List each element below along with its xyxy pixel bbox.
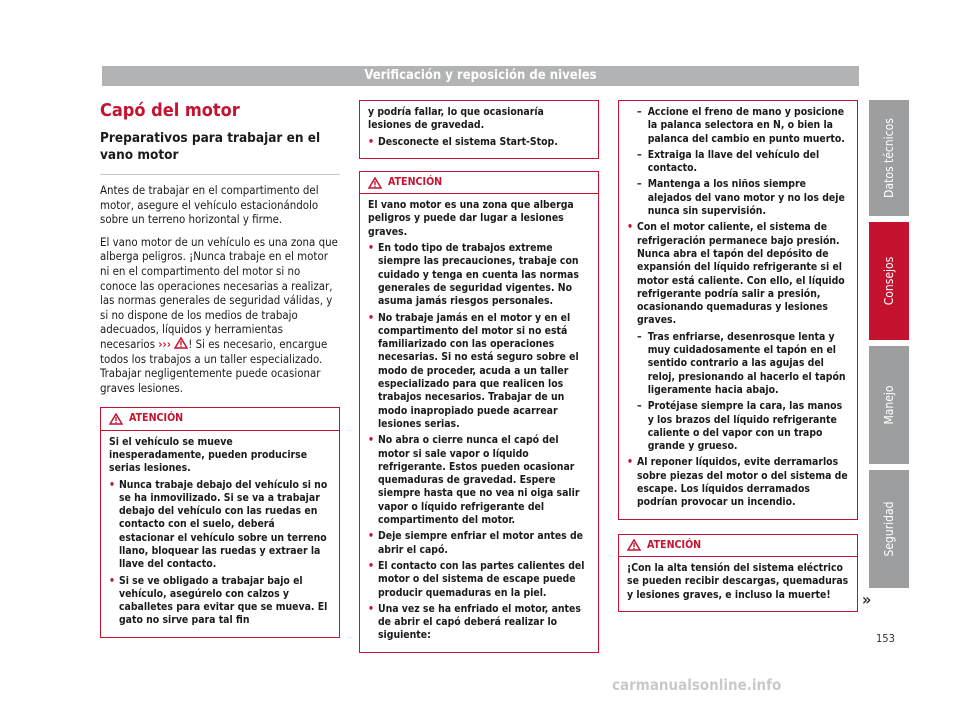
warning-body — [360, 101, 598, 158]
column-3 — [618, 100, 858, 612]
bullet-text: El contacto con las partes calientes del motor o del sistema de escape puede producir quemaduras en la piel. — [377, 559, 585, 599]
warning-bullet — [109, 479, 331, 572]
warning-body — [619, 101, 857, 519]
dash-text: Protéjase siempre la cara, las manos y los brazos del líquido refrigerante caliente o del vapor con un trapo grande y grueso. — [647, 400, 843, 453]
warning-triangle-icon — [174, 337, 188, 349]
dash-mark: – — [637, 400, 642, 413]
warning-bullet — [627, 221, 849, 327]
warning-intro: Si el vehículo se mueve inesperadamente, pueden producirse serias lesiones. — [109, 435, 308, 475]
warning-intro: El vano motor es una zona que alberga peligros y puede dar lugar a lesiones graves. — [368, 199, 574, 238]
dash-item — [637, 331, 849, 397]
bullet-text: Nunca trabaje debajo del vehículo si no se ha inmovilizado. Si se va a trabajar debajo del vehículo con las ruedas en contacto con el suelo, deberá estacionar el vehículo sobre un terreno llano, bloquear las ruedas y extraer la llave del contacto. — [118, 478, 328, 571]
reference-arrow[interactable]: ››› — [158, 336, 171, 351]
side-tab-consejos[interactable] — [869, 222, 909, 340]
warning-box-continued — [359, 100, 599, 159]
paragraph-2-text-b: ! Si es necesario, encargue todos los trabajos a un taller especializado. Trabajar negligentemente puede ocasionar graves lesiones. — [100, 336, 328, 395]
bullet-dot: • — [368, 242, 374, 255]
subsection-title: Preparativos para trabajar en el vano motor — [100, 130, 340, 175]
dash-mark: – — [637, 148, 642, 161]
paragraph-2 — [100, 235, 340, 396]
warning-bullet — [368, 242, 590, 308]
dash-text: Tras enfriarse, desenrosque lenta y muy cuidadosamente el tapón en el sentido contrario a las agujas del reloj, presionando al hacerlo el tapón ligeramente hacia abajo. — [647, 330, 846, 396]
warning-bullet — [627, 456, 849, 509]
warning-header — [360, 172, 598, 194]
warning-header — [619, 535, 857, 557]
warning-body — [360, 194, 598, 652]
bullet-dot: • — [627, 456, 633, 469]
dash-mark: – — [637, 106, 642, 118]
warning-triangle-icon — [368, 177, 382, 189]
warning-box-3 — [618, 534, 858, 612]
bullet-text: Una vez se ha enfriado el motor, antes de abrir el capó deberá realizar lo siguiente: — [377, 602, 581, 642]
warning-bullet — [368, 560, 590, 600]
warning-bullet — [368, 603, 590, 643]
side-tab-label: Datos técnicos — [882, 118, 896, 198]
bullet-text: Si se ve obligado a trabajar bajo el vehículo, asegúrelo con calzos y caballetes para evitar que se mueva. El gato no sirve para tal fin — [118, 574, 328, 627]
dash-item — [637, 400, 849, 453]
paragraph-1: Antes de trabajar en el compartimento del motor, asegure el vehículo estacionándolo sobre un terreno horizontal y firme. — [100, 183, 319, 227]
side-tab-manejo[interactable] — [869, 346, 909, 464]
dash-text: Extraiga la llave del vehículo del contacto. — [647, 148, 820, 175]
bullet-dot: • — [109, 478, 115, 491]
column-2 — [359, 100, 599, 653]
warning-box-2 — [359, 171, 599, 653]
warning-bullet — [368, 530, 590, 557]
dash-mark: – — [637, 330, 642, 343]
continued-text: y podría fallar, lo que ocasionaría lesiones de gravedad. — [368, 106, 544, 132]
warning-box-1 — [100, 407, 340, 637]
warning-bullet — [368, 136, 590, 149]
bullet-text: Con el motor caliente, el sistema de refrigeración permanece bajo presión. Nunca abra el tapón del depósito de expansión del líquido refrigerante si el motor está caliente. Con ello, el líquido refrigerante podría salir a presión, ocasionando quemaduras y lesiones graves. — [636, 221, 845, 327]
section-title: Capó del motor — [100, 100, 240, 121]
warning-header — [101, 408, 339, 430]
bullet-dot: • — [368, 434, 374, 447]
bullet-text: En todo tipo de trabajos extreme siempre las precauciones, trabaje con cuidado y tenga en cuenta las normas generales de seguridad vigentes. No asuma jamás riesgos personales. — [377, 242, 579, 308]
warning-box-continued-2 — [618, 100, 858, 520]
bullet-dot: • — [368, 559, 374, 572]
bullet-text: Al reponer líquidos, evite derramarlos sobre piezas del motor o del sistema de escape. Los líquidos derramados podrían provocar un incendio. — [636, 456, 848, 509]
dash-item — [637, 106, 849, 146]
bullet-dot: • — [368, 135, 374, 148]
bullet-dot: • — [368, 602, 374, 615]
warning-title: ATENCIÓN — [388, 175, 443, 188]
dash-item — [637, 149, 849, 176]
bullet-text: No abra o cierre nunca el capó del motor si sale vapor o líquido refrigerante. Estos pueden ocasionar quemaduras de gravedad. Espere siempre hasta que no vea ni oiga salir vapor o líquido refrigerante del compartimento del motor. — [377, 434, 580, 527]
dash-mark: – — [637, 178, 642, 191]
dash-text: Accione el freno de mano y posicione la palanca selectora en N, o bien la palanca del cambio en punto muerto. — [647, 106, 845, 145]
chapter-header: Verificación y reposición de niveles — [102, 66, 859, 86]
dash-text: Mantenga a los niños siempre alejados del vano motor y no los deje nunca sin supervisión. — [647, 178, 845, 218]
warning-body — [101, 431, 339, 637]
bullet-dot: • — [627, 221, 633, 234]
warning-text: ¡Con la alta tensión del sistema eléctrico se pueden recibir descargas, quemaduras y lesiones graves, e incluso la muerte! — [627, 561, 849, 601]
side-tab-label: Consejos — [882, 256, 896, 306]
side-tab-datos-tecnicos[interactable] — [869, 100, 909, 216]
warning-body — [619, 557, 857, 611]
page-number: 153 — [876, 632, 895, 645]
bullet-dot: • — [368, 530, 374, 543]
paragraph-2-text-a: El vano motor de un vehículo es una zona que alberga peligros. ¡Nunca trabaje en el motor ni en el compartimento del motor si no conoce las operaciones necesarias a realizar, las normas generales de seguridad válidas, y si no dispone de los medios de trabajo adecuados, líquidos y herramientas necesarios — [100, 234, 338, 351]
warning-bullet — [368, 434, 590, 527]
warning-title: ATENCIÓN — [647, 538, 702, 551]
side-tab-label: Seguridad — [882, 501, 896, 557]
column-1 — [100, 100, 340, 638]
bullet-text: Deje siempre enfriar el motor antes de abrir el capó. — [377, 530, 584, 556]
warning-title: ATENCIÓN — [129, 412, 184, 425]
watermark: carmanualsonline.info — [612, 676, 782, 694]
warning-bullet — [368, 312, 590, 432]
bullet-dot: • — [368, 311, 374, 324]
warning-triangle-icon — [109, 413, 123, 425]
bullet-text: Desconecte el sistema Start-Stop. — [377, 135, 558, 148]
warning-triangle-icon — [627, 539, 641, 551]
side-tab-seguridad[interactable] — [869, 470, 909, 588]
warning-bullet — [109, 575, 331, 628]
side-tab-label: Manejo — [882, 385, 896, 425]
bullet-text: No trabaje jamás en el motor y en el compartimento del motor si no está familiarizado con las operaciones necesarias. Si no está seguro sobre el modo de proceder, acuda a un taller especializado para que realicen los trabajos necesarios. Trabajar de un modo inapropiado puede acarrear lesiones serias. — [377, 311, 579, 430]
dash-item — [637, 178, 849, 218]
continue-marker: » — [862, 590, 872, 609]
bullet-dot: • — [109, 574, 115, 587]
